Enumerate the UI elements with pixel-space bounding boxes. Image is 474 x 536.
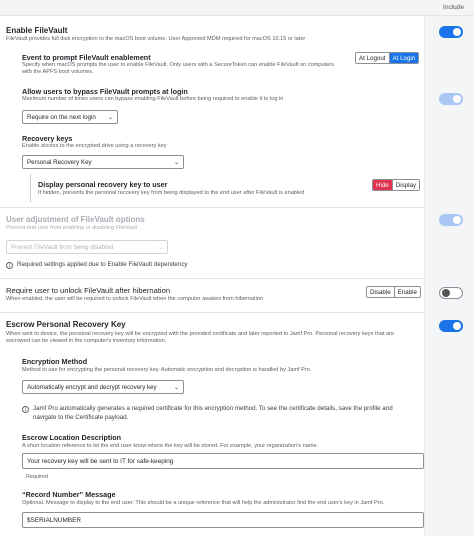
encryption-method-select-value: Automatically encrypt and decrypt recovery key: [27, 384, 157, 391]
at-logout-option[interactable]: At Logout: [356, 53, 389, 63]
hibernation-include-toggle[interactable]: [439, 287, 463, 299]
chevron-down-icon: ⌄: [157, 245, 163, 251]
display-key-title: Display personal recovery key to user: [38, 180, 168, 189]
user-adjustment-info: Required settings applied due to Enable FileVault dependency: [17, 261, 188, 268]
event-prompt-description: Specify when macOS prompts the user to enable FileVault. Only users with a SecureToken can enable FileVault on computers with the APFS boot volumes.: [22, 62, 334, 76]
encryption-method-info-line1: Jamf Pro automatically generates a required certificate for this encryption method. To see the certificate details, save the profile and: [33, 405, 393, 412]
encryption-method-description: Method to use for encrypting the personal recovery key. Automatic encryption and decryption is handled by Jamf Pro.: [22, 367, 312, 373]
filevault-description: FileVault provides full disk encryption to the macOS boot volume. User Approved MDM required for macOS 10.15 or later: [6, 36, 306, 42]
user-adjustment-title: User adjustment of FileVault options: [6, 215, 145, 224]
disable-option[interactable]: Disable: [367, 287, 394, 297]
at-login-option[interactable]: At Login: [389, 53, 419, 63]
escrow-location-description: A short location reference to let the end user know where the key will be stored. For example, your organization's name.: [22, 443, 319, 449]
hibernation-description: When enabled, the user will be required to unlock FileVault when the computer awakes from hibernation: [6, 296, 264, 302]
toggle-knob: [453, 216, 461, 224]
include-column-header: [0, 0, 474, 16]
info-icon: i: [6, 262, 13, 269]
escrow-title: Escrow Personal Recovery Key: [6, 320, 126, 329]
section-divider: [0, 278, 424, 279]
display-option[interactable]: Display: [392, 180, 419, 190]
info-icon: i: [22, 406, 29, 413]
display-key-description: If hidden, prevents the personal recovery key from being displayed to the end user after FileVault is enabled: [38, 190, 305, 196]
required-label: Required: [26, 474, 48, 480]
chevron-down-icon: ⌄: [173, 160, 179, 166]
section-divider: [0, 207, 424, 208]
user-adjustment-select[interactable]: [6, 240, 168, 254]
filevault-include-toggle[interactable]: [439, 26, 463, 38]
hibernation-segmented: [366, 286, 421, 298]
record-number-title: “Record Number” Message: [22, 490, 116, 499]
toggle-knob: [453, 28, 461, 36]
recovery-keys-description: Enable access to the encrypted drive using a recovery key: [22, 143, 167, 149]
recovery-keys-select-value: Personal Recovery Key: [27, 159, 92, 166]
toggle-knob: [453, 322, 461, 330]
bypass-select-value: Require on the next login: [27, 114, 96, 121]
encryption-method-select[interactable]: [22, 380, 184, 394]
bypass-title: Allow users to bypass FileVault prompts at login: [22, 87, 188, 96]
escrow-include-toggle[interactable]: [439, 320, 463, 332]
hide-option[interactable]: Hide: [373, 180, 392, 190]
record-number-description: Optional. Message to display to the end user. This should be a unique reference that will help the administrator find the end user's key in Jamf Pro.: [22, 500, 385, 506]
escrow-location-title: Escrow Location Description: [22, 433, 122, 442]
toggle-knob: [453, 95, 461, 103]
recovery-keys-title: Recovery keys: [22, 134, 73, 143]
chevron-down-icon: ⌄: [107, 115, 113, 121]
bypass-description: Maximum number of times users can bypass enabling FileVault before being required to enable it to log in: [22, 96, 284, 102]
bypass-include-toggle[interactable]: [439, 93, 463, 105]
enable-option[interactable]: Enable: [394, 287, 420, 297]
toggle-knob: [442, 289, 450, 297]
hibernation-title: Require user to unlock FileVault after hibernation: [6, 286, 171, 295]
record-number-input[interactable]: $SERIALNUMBER: [22, 512, 424, 528]
encryption-method-title: Encryption Method: [22, 357, 88, 366]
escrow-description-line2: escrowed can be viewed in the computer's inventory information.: [6, 338, 167, 344]
escrow-description-line1: When sent to device, the personal recovery key will be encrypted with the provided certificate and later reported to Jamf Pro. Personal recovery keys that are: [6, 331, 395, 337]
user-adjustment-select-value: Prevent FileVault from being disabled: [11, 244, 114, 251]
display-key-segmented: [372, 179, 420, 191]
section-divider: [0, 312, 424, 313]
encryption-method-info-line2: navigate to the Certificate payload.: [33, 414, 129, 421]
bypass-select[interactable]: [22, 110, 118, 124]
chevron-down-icon: ⌄: [173, 385, 179, 391]
user-adjustment-description: Prevent end user from enabling or disabling FileVault: [6, 225, 138, 231]
event-prompt-title: Event to prompt FileVault enablement: [22, 53, 151, 62]
user-adjustment-include-toggle[interactable]: [439, 214, 463, 226]
recovery-keys-select[interactable]: [22, 155, 184, 169]
nesting-line: [30, 174, 31, 202]
filevault-title: Enable FileVault: [6, 26, 68, 35]
include-column-label: Include: [443, 4, 464, 11]
event-prompt-segmented: [355, 52, 419, 64]
escrow-location-input[interactable]: Your recovery key will be sent to IT for safe-keeping: [22, 453, 424, 469]
